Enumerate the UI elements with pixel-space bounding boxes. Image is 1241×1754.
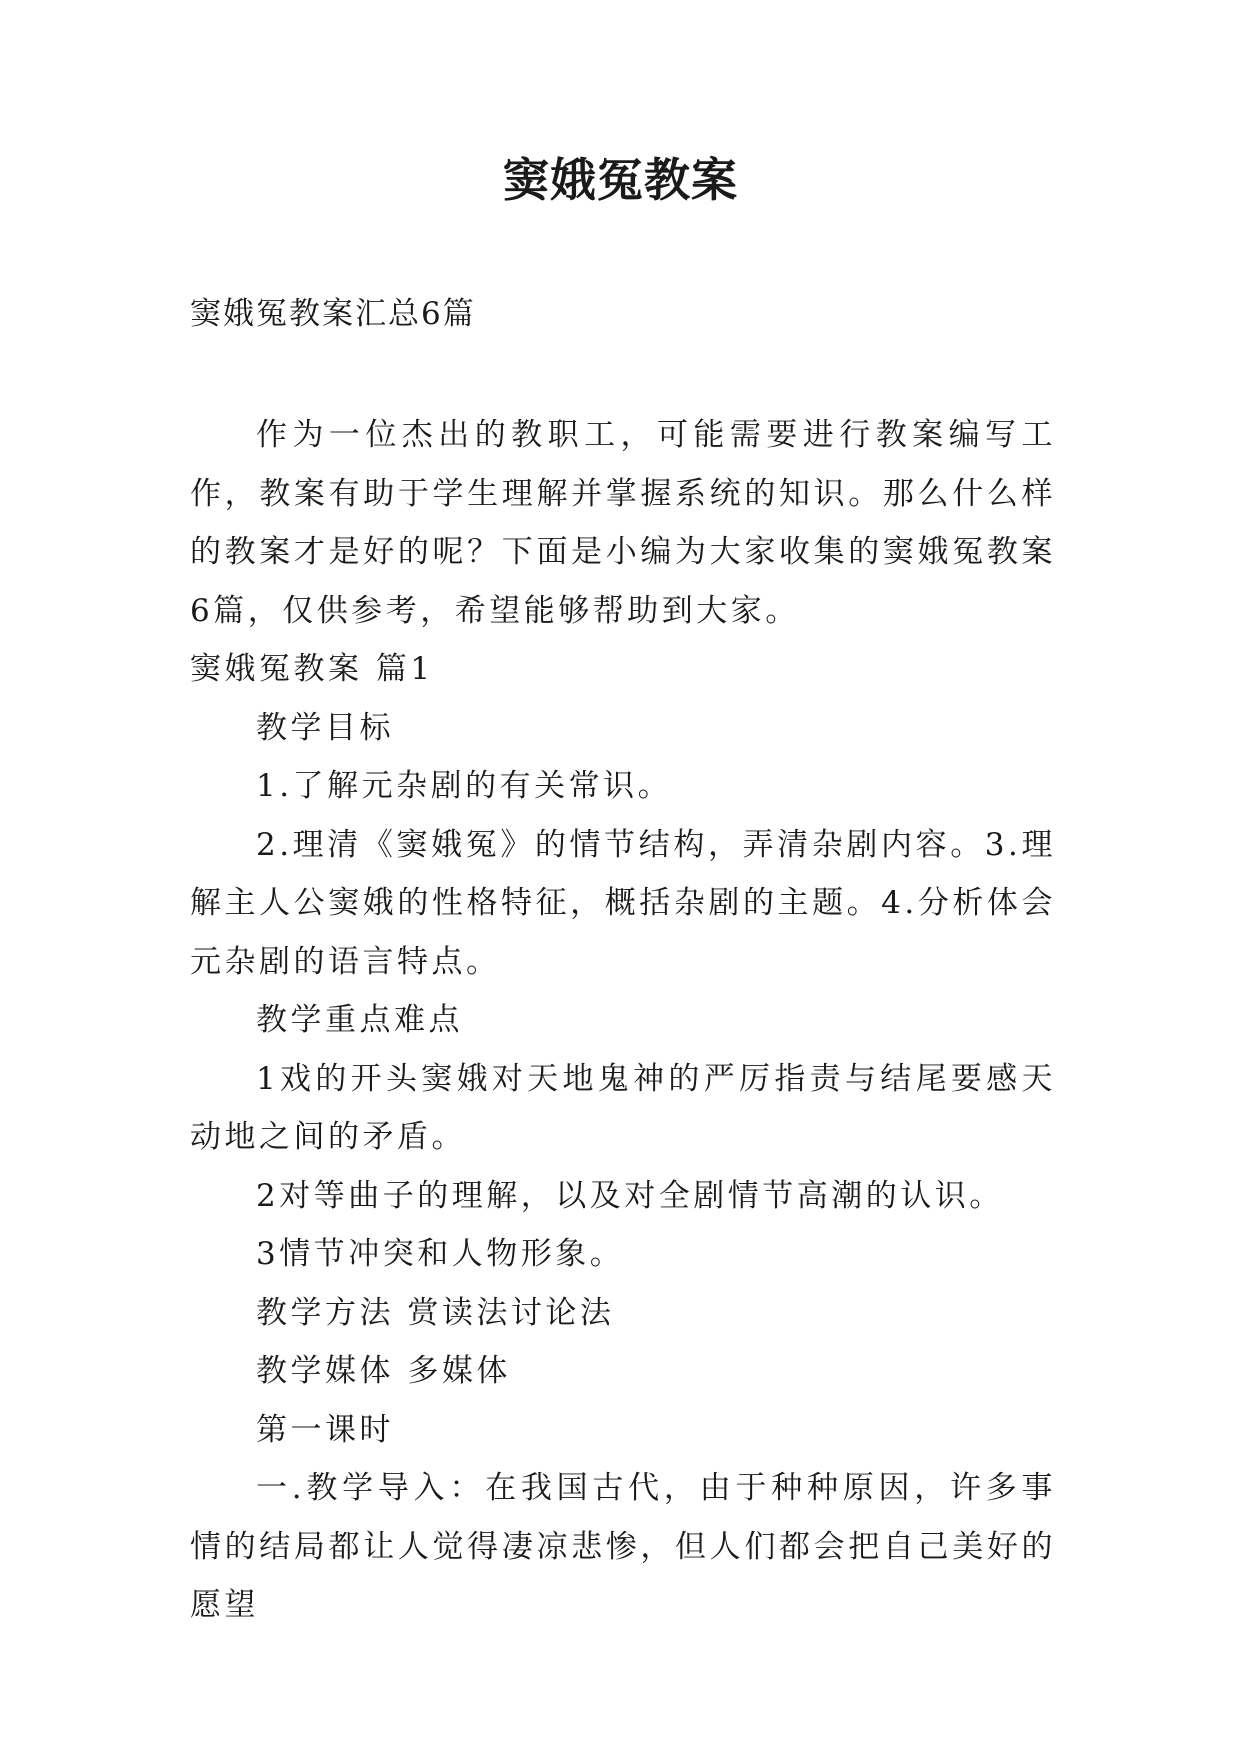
paragraph: 教学方法 赏读法讨论法: [256, 1294, 615, 1331]
paragraph: 1戏的开头窦娥对天地鬼神的严厉指责与结尾要感天动地之间的矛盾。: [190, 1060, 1056, 1155]
document-body: [190, 406, 1056, 1635]
paragraph: 第一课时: [256, 1411, 394, 1448]
paragraph: 一.教学导入：在我国古代，由于种种原因，许多事情的结局都让人觉得凄凉悲惨，但人们都会把自己美好的愿望: [190, 1470, 1056, 1623]
document-subtitle: 窦娥冤教案汇总6篇: [190, 296, 476, 332]
paragraph: 1.了解元杂剧的有关常识。: [256, 768, 673, 804]
section-heading: 窦娥冤教案 篇1: [190, 651, 434, 687]
paragraph: 2.理清《窦娥冤》的情节结构，弄清杂剧内容。3.理解主人公窦娥的性格特征，概括杂剧的主题。4.分析体会元杂剧的语言特点。: [190, 826, 1056, 980]
paragraph: 3情节冲突和人物形象。: [256, 1236, 625, 1272]
paragraph: 教学重点难点: [256, 1002, 463, 1038]
paragraph: 教学媒体 多媒体: [256, 1353, 511, 1389]
document-title: 窦娥冤教案: [503, 153, 738, 207]
paragraph: 教学目标: [256, 709, 394, 746]
paragraph: 2对等曲子的理解，以及对全剧情节高潮的认识。: [256, 1177, 1004, 1214]
intro-paragraph: 作为一位杰出的教职工，可能需要进行教案编写工作，教案有助于学生理解并掌握系统的知识。那么什么样的教案才是好的呢？下面是小编为大家收集的窦娥冤教案6篇，仅供参考，希望能够帮助到大家。: [190, 417, 1056, 629]
